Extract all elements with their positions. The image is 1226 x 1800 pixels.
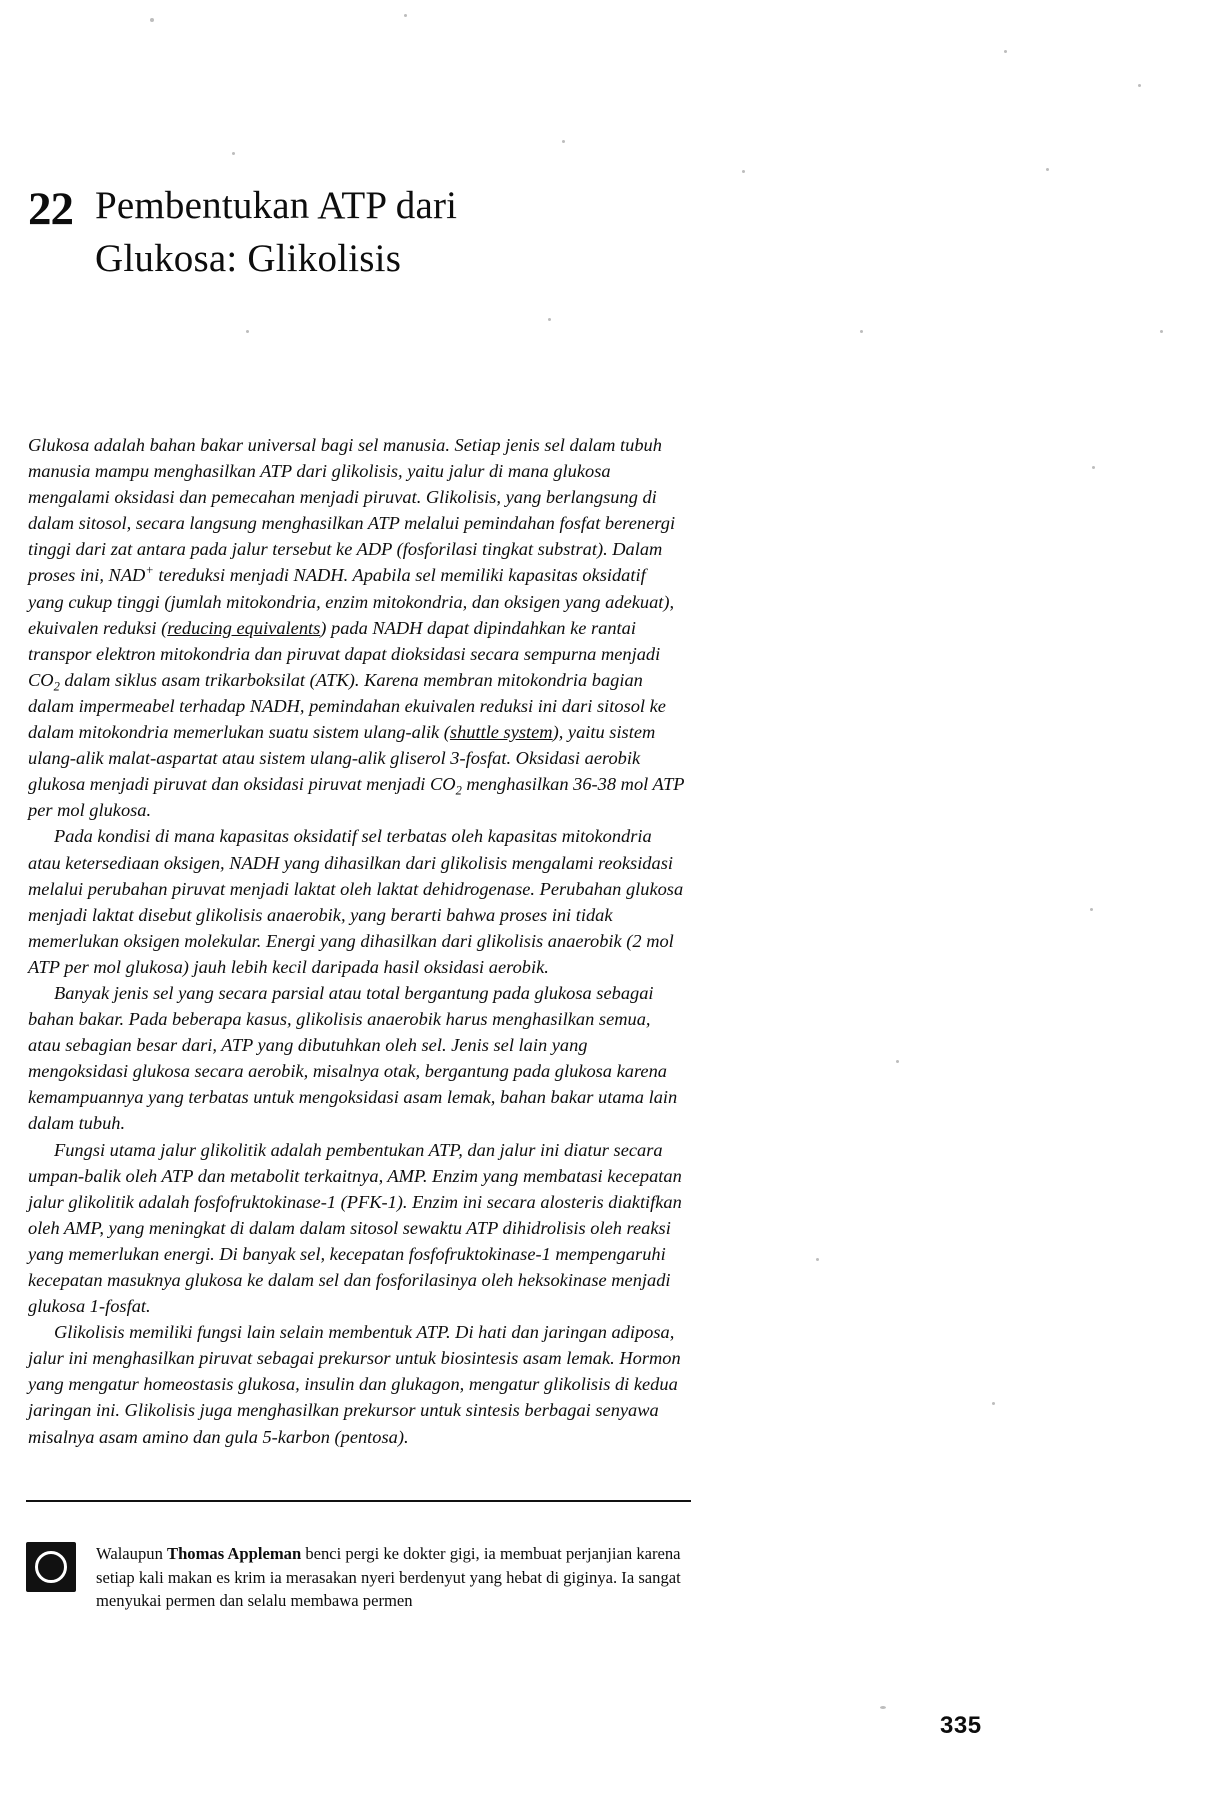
patient-case-icon-glyph: [35, 1551, 67, 1583]
text-run: dalam siklus asam trikarboksilat (ATK). Karena membran mitokondria bagian dalam impermeabel terhadap NADH, pemindahan ekuivalen reduksi ini dari sitosol ke dalam mitokondria memerlukan suatu sistem ulang-alik (: [28, 669, 666, 743]
scan-speckle: [992, 1402, 995, 1405]
scan-speckle: [860, 330, 863, 333]
chapter-number: 22: [28, 183, 73, 235]
clinical-case-text: [96, 1542, 694, 1613]
text-run: ) pada NADH dapat dipindahkan ke rantai transpor elektron mitokondria dan piruvat dapat dioksidasi secara sempurna menjadi CO: [28, 617, 661, 690]
scan-speckle: [150, 18, 154, 22]
chapter-intro-text: [28, 432, 686, 1450]
body-paragraph: [28, 980, 686, 1137]
text-run: Banyak jenis sel yang secara parsial atau total bergantung pada glukosa sebagai bahan bakar. Pada beberapa kasus, glikolisis anaerobik harus menghasilkan semua, atau sebagian besar dari, ATP yang dibutuhkan oleh sel. Jenis sel lain yang mengoksidasi glukosa secara aerobik, misalnya otak, bergantung pada glukosa karena kemampuannya yang terbatas untuk mengoksidasi asam lemak, bahan bakar utama lain dalam tubuh.: [28, 982, 678, 1134]
patient-case-icon: [26, 1542, 76, 1592]
text-run: shuttle system: [449, 722, 553, 743]
text-run: 2: [455, 783, 462, 798]
text-run: menghasilkan 36-38 mol ATP per mol glukosa.: [28, 774, 685, 821]
text-run: Glikolisis memiliki fungsi lain selain membentuk ATP. Di hati dan jaringan adiposa, jalur ini menghasilkan piruvat sebagai prekursor untuk biosintesis asam lemak. Hormon yang mengatur homeostasis glukosa, insulin dan glukagon, mengatur glikolisis di kedua jaringan ini. Glikolisis juga menghasilkan prekursor untuk sintesis berbagai senyawa misalnya asam amino dan gula 5-karbon (pentosa).: [28, 1322, 681, 1447]
scan-speckle: [232, 152, 235, 155]
text-run: 2: [53, 679, 60, 694]
text-run: +: [145, 563, 154, 578]
scan-speckle: [548, 318, 551, 321]
text-run: tereduksi menjadi NADH. Apabila sel memiliki kapasitas oksidatif yang cukup tinggi (jumlah mitokondria, enzim mitokondria, dan oksigen yang adekuat), ekuivalen reduksi (: [28, 565, 675, 638]
section-divider: [26, 1500, 691, 1502]
clinical-case-block: [26, 1542, 694, 1613]
text-run: ), yaitu sistem ulang-alik malat-aspartat atau sistem ulang-alik gliserol 3-fosfat. Oksidasi aerobik glukosa menjadi piruvat dan oksidasi piruvat menjadi CO: [28, 722, 656, 795]
scan-speckle: [1046, 168, 1049, 171]
chapter-title-line-1: Pembentukan ATP dari: [95, 184, 458, 227]
scan-speckle: [742, 170, 745, 173]
page-number: 335: [940, 1712, 982, 1739]
body-paragraph: [28, 1319, 686, 1449]
body-paragraph: [28, 432, 686, 823]
text-run: Walaupun: [96, 1544, 168, 1563]
chapter-header: [28, 180, 788, 285]
scan-speckle: [404, 14, 407, 17]
body-paragraph: [28, 1137, 686, 1320]
scan-speckle: [246, 330, 249, 333]
scan-speckle: [896, 1060, 899, 1063]
text-run: reducing equivalents: [167, 617, 321, 638]
page-title: [95, 180, 457, 285]
scan-speckle: [562, 140, 565, 143]
scan-speckle: [1138, 84, 1141, 87]
text-run: Glukosa adalah bahan bakar universal bagi sel manusia. Setiap jenis sel dalam tubuh manusia mampu menghasilkan ATP dari glikolisis, yaitu jalur di mana glukosa mengalami oksidasi dan pemecahan menjadi piruvat. Glikolisis, yang berlangsung di dalam sitosol, secara langsung menghasilkan ATP melalui pemindahan fosfat berenergi tinggi dari zat antara pada jalur tersebut ke ADP (fosforilasi tingkat substrat). Dalam proses ini, NAD: [28, 435, 676, 586]
scan-speckle: [1004, 50, 1007, 53]
text-run: Pada kondisi di mana kapasitas oksidatif sel terbatas oleh kapasitas mitokondria atau ketersediaan oksigen, NADH yang dihasilkan dari glikolisis mengalami reoksidasi melalui perubahan piruvat menjadi laktat oleh laktat dehidrogenase. Perubahan glukosa menjadi laktat disebut glikolisis anaerobik, yang berarti bahwa proses ini tidak memerlukan oksigen molekular. Energi yang dihasilkan dari glikolisis anaerobik (2 mol ATP per mol glukosa) jauh lebih kecil daripada hasil oksidasi aerobik.: [28, 826, 684, 977]
body-paragraph: [28, 823, 686, 980]
scan-speckle: [1092, 466, 1095, 469]
scan-speckle: [816, 1258, 819, 1261]
text-run: Fungsi utama jalur glikolitik adalah pembentukan ATP, dan jalur ini diatur secara umpan-balik oleh ATP dan metabolit terkaitnya, AMP. Enzim yang membatasi kecepatan jalur glikolitik adalah fosfofruktokinase-1 (PFK-1). Enzim ini secara alosteris diaktifkan oleh AMP, yang meningkat di dalam dalam sitosol sewaktu ATP dihidrolisis oleh reaksi yang memerlukan energi. Di banyak sel, kecepatan fosfofruktokinase-1 mempengaruhi kecepatan masuknya glukosa ke dalam sel dan fosforilasinya oleh heksokinase menjadi glukosa 1-fosfat.: [28, 1139, 682, 1317]
text-run: benci pergi ke dokter gigi, ia membuat perjanjian karena setiap kali makan es krim ia merasakan nyeri berdenyut yang hebat di giginya. Ia sangat menyukai permen dan selalu membawa permen: [96, 1544, 681, 1610]
text-run: Thomas Appleman: [167, 1544, 302, 1563]
chapter-title-line-2: Glukosa: Glikolisis: [95, 236, 402, 280]
scan-speckle: [880, 1706, 886, 1709]
scan-speckle: [1160, 330, 1163, 333]
scan-speckle: [1090, 908, 1093, 911]
